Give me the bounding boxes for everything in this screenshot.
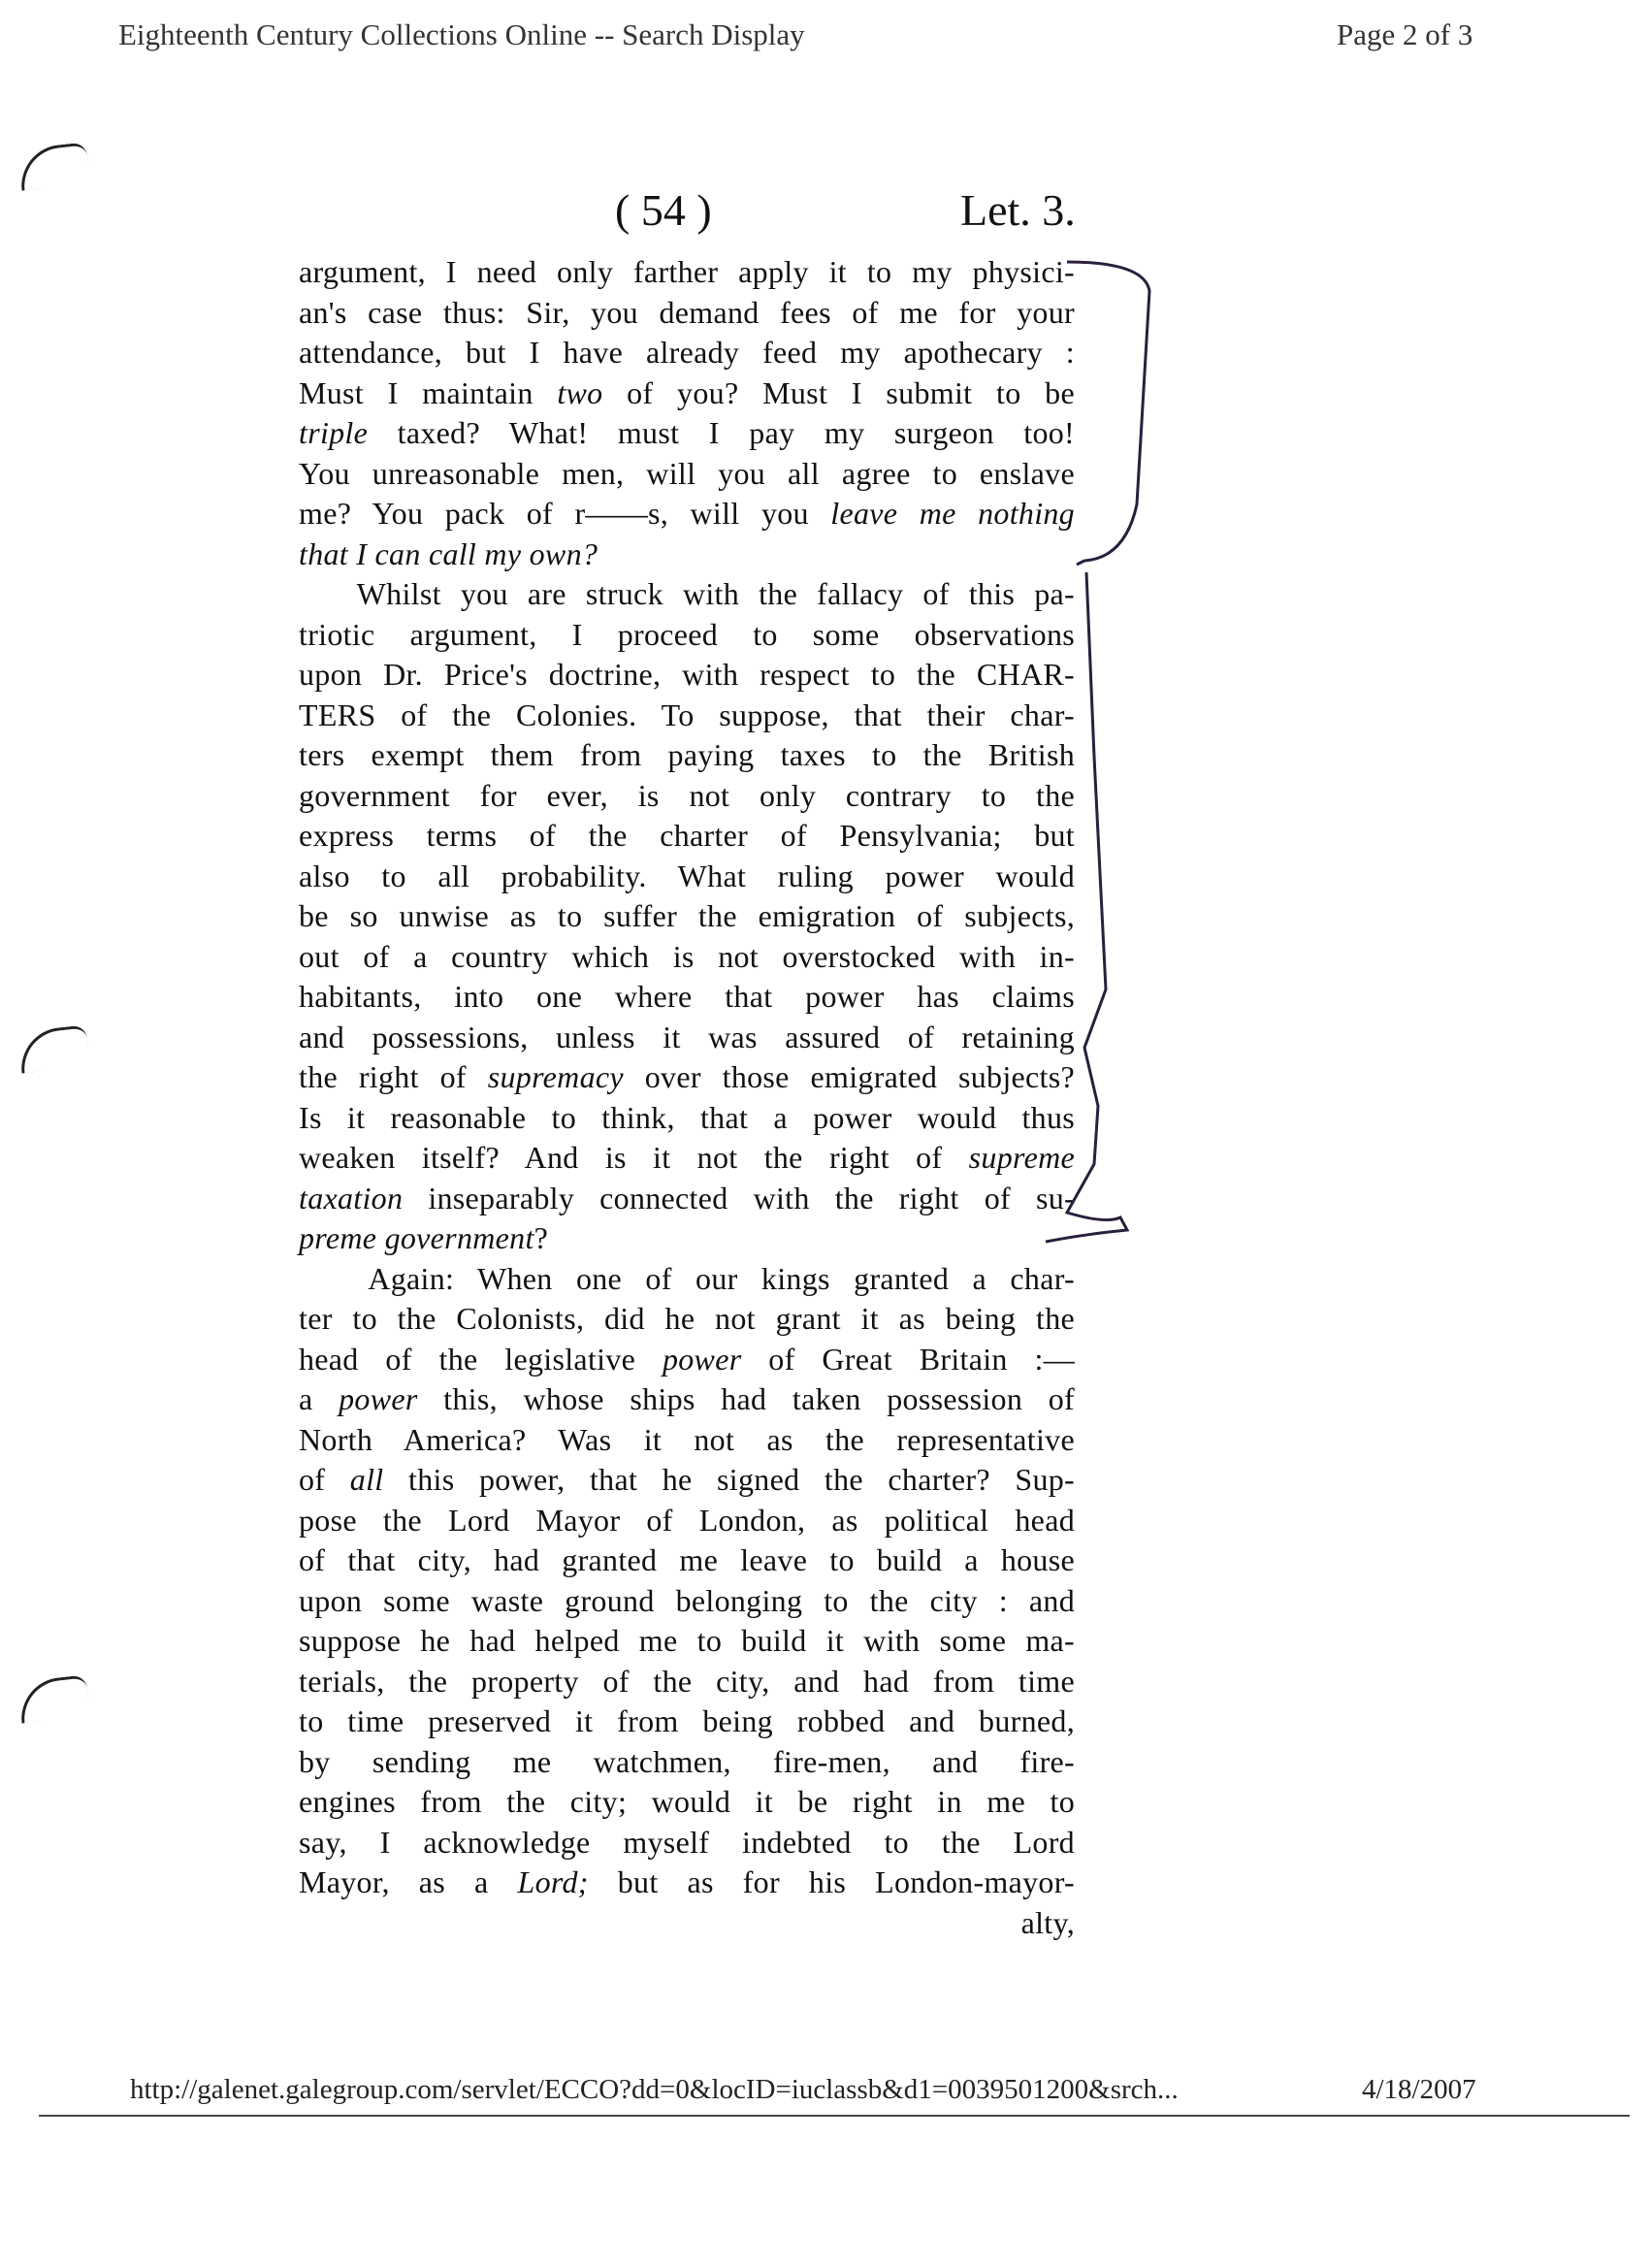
line-text: of that city, had granted me leave to build a house xyxy=(299,1542,1075,1577)
page-number: ( 54 ) xyxy=(615,185,712,235)
line-text: Mayor, as a xyxy=(299,1864,518,1899)
text-line xyxy=(299,1501,1075,1541)
text-line xyxy=(299,977,1075,1018)
text-line xyxy=(299,1823,1075,1863)
line-text: Whilst you are struck with the fallacy of this pa- xyxy=(299,576,1075,611)
punch-hole-mark xyxy=(17,142,90,190)
italic-text: that I can call my own? xyxy=(299,535,598,571)
text-line xyxy=(299,535,1075,575)
line-text: me? You pack of r——s, will you xyxy=(299,496,831,531)
text-line xyxy=(299,252,1075,293)
line-text: suppose he had helped me to build it with some ma- xyxy=(299,1623,1075,1658)
line-text: say, I acknowledge myself indebted to the Lord xyxy=(299,1824,1075,1860)
line-text: triotic argument, I proceed to some observations xyxy=(299,616,1075,652)
line-text: be so unwise as to suffer the emigration of subjects, xyxy=(299,898,1075,933)
italic-text: supreme xyxy=(968,1140,1075,1175)
text-line xyxy=(299,333,1075,373)
print-header xyxy=(0,17,1649,56)
line-text: ters exempt them from paying taxes to the British xyxy=(299,737,1075,772)
line-text: engines from the city; would it be right in me to xyxy=(299,1784,1075,1819)
page-count: Page 2 of 3 xyxy=(1337,17,1473,51)
text-line xyxy=(299,816,1075,857)
text-line xyxy=(299,896,1075,937)
line-text: the right of xyxy=(299,1059,488,1094)
text-line xyxy=(299,1863,1075,1903)
italic-text: taxation xyxy=(299,1180,404,1215)
line-text: Again: When one of our kings granted a char- xyxy=(299,1260,1075,1296)
text-line xyxy=(299,1218,1075,1259)
italic-text: preme government xyxy=(299,1220,534,1255)
text-line xyxy=(299,1903,1075,1944)
source-url: http://galenet.galegroup.com/servlet/ECCO?dd=0&locID=iuclassb&d1=0039501200&srch... xyxy=(130,2074,1179,2105)
line-text: express terms of the charter of Pensylvania; but xyxy=(299,818,1075,853)
text-line xyxy=(299,615,1075,656)
italic-text: power xyxy=(662,1341,742,1377)
text-line xyxy=(299,857,1075,897)
italic-text: power xyxy=(339,1381,418,1416)
text-line xyxy=(299,1098,1075,1139)
line-text: weaken itself? And is it not the right of xyxy=(299,1140,969,1175)
text-line xyxy=(299,1057,1075,1098)
text-line xyxy=(299,1420,1075,1461)
text-line xyxy=(299,1379,1075,1420)
text-line xyxy=(299,1742,1075,1783)
document-title: Eighteenth Century Collections Online -- Search Display xyxy=(118,17,805,51)
text-line xyxy=(299,735,1075,776)
line-text: out of a country which is not overstocked with in- xyxy=(299,938,1075,974)
line-text: North America? Was it not as the representative xyxy=(299,1421,1075,1457)
italic-text: Lord; xyxy=(517,1864,589,1899)
text-line xyxy=(299,413,1075,454)
text-line xyxy=(299,1621,1075,1662)
text-line xyxy=(299,696,1075,736)
body-text xyxy=(299,252,1075,1943)
line-text: of xyxy=(299,1462,350,1497)
line-text: this, whose ships had taken possession of xyxy=(417,1381,1075,1416)
text-line xyxy=(299,937,1075,978)
line-text: by sending me watchmen, fire-men, and fire- xyxy=(299,1743,1075,1779)
text-line xyxy=(299,1018,1075,1058)
text-line xyxy=(299,1179,1075,1219)
text-line xyxy=(299,454,1075,495)
text-line xyxy=(299,1581,1075,1622)
line-text: a xyxy=(299,1381,340,1416)
text-line xyxy=(299,1782,1075,1823)
text-line xyxy=(299,1259,1075,1300)
line-text: ? xyxy=(534,1220,549,1255)
line-text: and possessions, unless it was assured of retaining xyxy=(299,1019,1075,1054)
text-line xyxy=(299,1299,1075,1340)
line-text: attendance, but I have already feed my apothecary : xyxy=(299,335,1075,370)
line-text: government for ever, is not only contrary to the xyxy=(299,777,1075,813)
line-text: taxed? What! must I pay my surgeon too! xyxy=(368,415,1075,450)
line-text: argument, I need only farther apply it to my physici- xyxy=(299,254,1075,289)
letter-reference: Let. 3. xyxy=(960,185,1076,235)
line-text: over those emigrated subjects? xyxy=(623,1059,1075,1094)
line-text: upon Dr. Price's doctrine, with respect to the CHAR- xyxy=(299,657,1075,692)
line-text: also to all probability. What ruling power would xyxy=(299,858,1075,893)
scanned-book-page xyxy=(291,184,1116,1979)
text-line xyxy=(299,1460,1075,1501)
line-text: You unreasonable men, will you all agree to enslave xyxy=(299,455,1075,491)
punch-hole-mark xyxy=(17,1674,90,1723)
running-head xyxy=(291,184,1086,243)
text-line xyxy=(299,1662,1075,1702)
italic-text: all xyxy=(349,1462,384,1497)
line-text: upon some waste ground belonging to the city : and xyxy=(299,1582,1075,1618)
italic-text: supremacy xyxy=(487,1059,624,1094)
line-text: inseparably connected with the right of su- xyxy=(403,1180,1075,1215)
text-line xyxy=(299,655,1075,696)
text-line xyxy=(299,1540,1075,1581)
text-line xyxy=(299,574,1075,615)
italic-text: leave me nothing xyxy=(830,496,1075,531)
print-date: 4/18/2007 xyxy=(1362,2074,1476,2105)
line-text: an's case thus: Sir, you demand fees of me for your xyxy=(299,294,1075,330)
print-footer xyxy=(0,2074,1649,2113)
text-line xyxy=(299,494,1075,535)
line-text: to time preserved it from being robbed and burned, xyxy=(299,1703,1075,1738)
line-text: TERS of the Colonies. To suppose, that their char- xyxy=(299,697,1075,732)
italic-text: triple xyxy=(299,415,369,450)
line-text: habitants, into one where that power has claims xyxy=(299,979,1075,1014)
line-text: of Great Britain :— xyxy=(741,1341,1076,1377)
line-text: alty, xyxy=(1020,1904,1075,1940)
line-text: this power, that he signed the charter? Sup- xyxy=(383,1462,1076,1497)
text-line xyxy=(299,1138,1075,1179)
text-line xyxy=(299,373,1075,414)
text-line xyxy=(299,293,1075,334)
line-text: Must I maintain xyxy=(299,374,558,410)
line-text: pose the Lord Mayor of London, as political head xyxy=(299,1502,1075,1538)
text-line xyxy=(299,776,1075,817)
text-line xyxy=(299,1701,1075,1742)
line-text: of you? Must I submit to be xyxy=(602,374,1075,410)
line-text: but as for his London-mayor- xyxy=(588,1864,1076,1899)
footer-rule xyxy=(39,2115,1630,2117)
line-text: ter to the Colonists, did he not grant it as being the xyxy=(299,1301,1075,1336)
text-line xyxy=(299,1340,1075,1380)
italic-text: two xyxy=(557,374,603,410)
line-text: terials, the property of the city, and had from time xyxy=(299,1663,1075,1699)
punch-hole-mark xyxy=(17,1024,90,1073)
line-text: head of the legislative xyxy=(299,1341,663,1377)
line-text: Is it reasonable to think, that a power would thus xyxy=(299,1099,1075,1135)
